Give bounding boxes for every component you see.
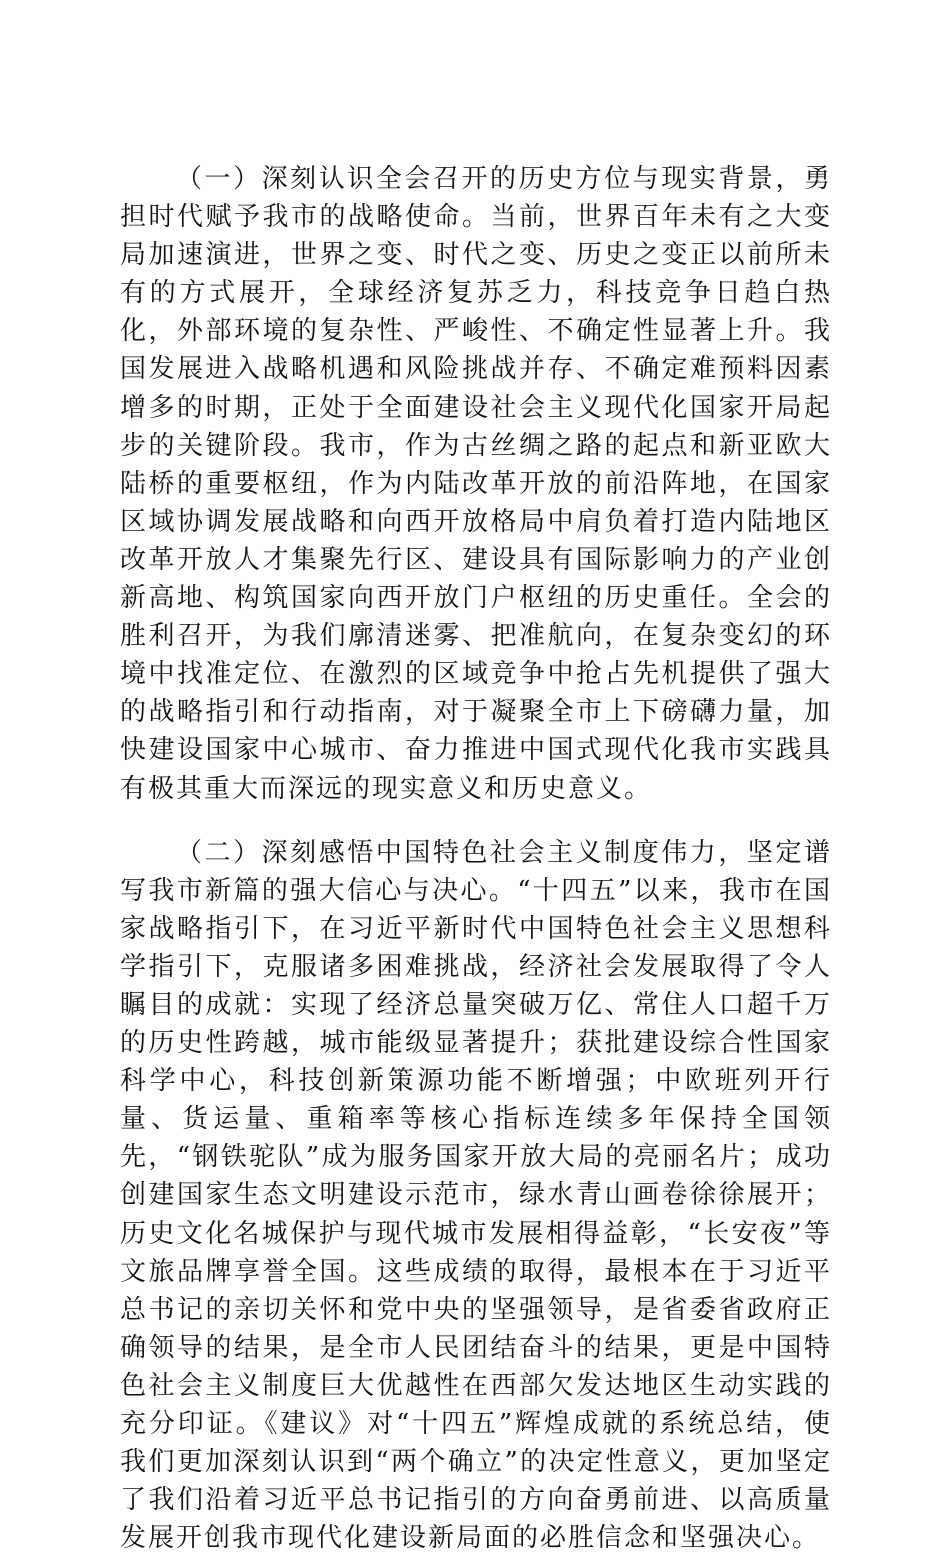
paragraph-1: （一）深刻认识全会召开的历史方位与现实背景，勇担时代赋予我市的战略使命。当前，世界百年未有之大变局加速演进，世界之变、时代之变、历史之变正以前所未有的方式展开，全球经济复苏乏力，科技竞争日趋白热化，外部环境的复杂性、严峻性、不确定性显著上升。我国发展进入战略机遇和风险挑战并存、不确定难预料因素增多的时期，正处于全面建设社会主义现代化国家开局起步的关键阶段。我市，作为古丝绸之路的起点和新亚欧大陆桥的重要枢纽，作为内陆改革开放的前沿阵地，在国家区域协调发展战略和向西开放格局中肩负着打造内陆地区改革开放人才集聚先行区、建设具有国际影响力的产业创新高地、构筑国家向西开放门户枢纽的历史重任。全会的胜利召开，为我们廓清迷雾、把准航向，在复杂变幻的环境中找准定位、在激烈的区域竞争中抢占先机提供了强大的战略指引和行动指南，对于凝聚全市上下磅礴力量，加快建设国家中心城市、奋力推进中国式现代化我市实践具有极其重大而深远的现实意义和历史意义。 [120,164,832,804]
paragraph-2: （二）深刻感悟中国特色社会主义制度伟力，坚定谱写我市新篇的强大信心与决心。“十四五”以来，我市在国家战略指引下，在习近平新时代中国特色社会主义思想科学指引下，克服诸多困难挑战，经济社会发展取得了令人瞩目的成就：实现了经济总量突破万亿、常住人口超千万的历史性跨越，城市能级显著提升；获批建设综合性国家科学中心，科技创新策源功能不断增强；中欧班列开行量、货运量、重箱率等核心指标连续多年保持全国领先，“钢铁驼队”成为服务国家开放大局的亮丽名片；成功创建国家生态文明建设示范市，绿水青山画卷徐徐展开；历史文化名城保护与现代城市发展相得益彰，“长安夜”等文旅品牌享誉全国。这些成绩的取得，最根本在于习近平总书记的亲切关怀和党中央的坚强领导，是省委省政府正确领导的结果，是全市人民团结奋斗的结果，更是中国特色社会主义制度巨大优越性在西部欠发达地区生动实践的充分印证。《建议》对“十四五”辉煌成就的系统总结，使我们更加深刻认识到“两个确立”的决定性意义，更加坚定了我们沿着习近平总书记指引的方向奋勇前进、以高质量发展开创我市现代化建设新局面的必胜信念和坚强决心。 [120,837,832,1554]
document-body [120,160,832,1557]
